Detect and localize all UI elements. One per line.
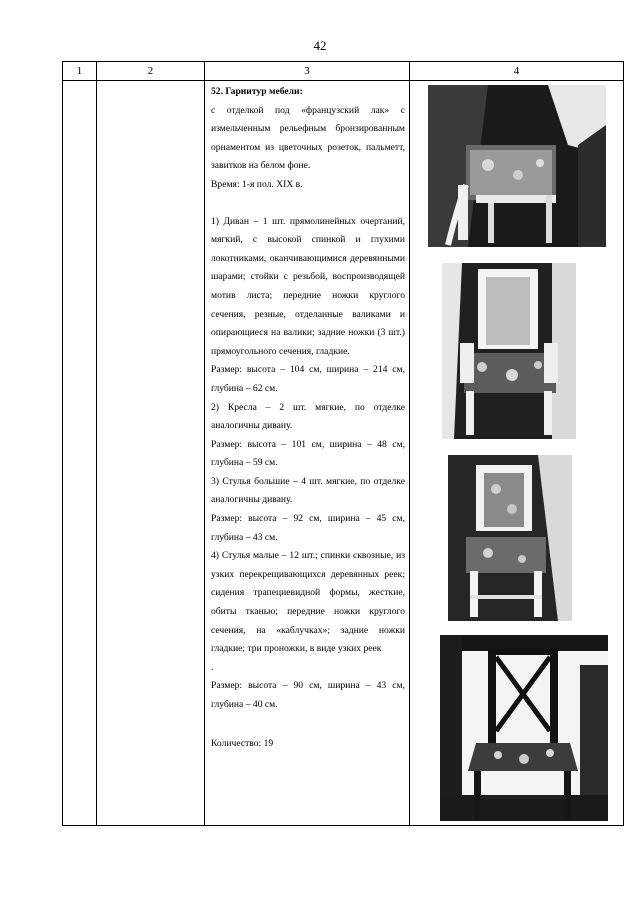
header-row bbox=[63, 62, 624, 81]
cell-number bbox=[63, 81, 97, 826]
page-number: 42 bbox=[313, 38, 327, 53]
spacer bbox=[211, 715, 405, 735]
sofa-description: 1) Диван – 1 шт. прямолинейных очертаний, мягкий, с высокой спинкой и глухими локотниками, оканчивающимися деревянными шарами; стойки с резьбой, воспроизводящей мотив листа; передние ножки круглого сечения, резные, отделанные валиками и опирающиеся на валики; задние ножки (3 шт.) прямоугольного сечения, гладкие. bbox=[211, 215, 405, 357]
cell-photos bbox=[410, 81, 624, 826]
finish-description: с отделкой под «французский лак» с измельченным рельефным бронзированным орнаментом из цветочных розеток, пальметт, завитков на белом фоне. bbox=[211, 104, 405, 172]
sofa-size: Размер: высота – 104 см, ширина – 214 см, глубина – 62 см. bbox=[211, 364, 405, 394]
large-chair-photo bbox=[448, 455, 572, 621]
item-title: 52. Гарнитур мебели: bbox=[211, 86, 303, 97]
large-chairs-description: 3) Стулья большие – 4 шт. мягкие, по отделке аналогичны дивану. bbox=[211, 475, 405, 506]
stray-period: . bbox=[211, 661, 214, 673]
small-chair-photo bbox=[440, 635, 608, 821]
sofa-photo bbox=[428, 85, 606, 247]
column-header-4: 4 bbox=[410, 62, 624, 81]
period-text: Время: 1-я пол. XIX в. bbox=[211, 178, 303, 190]
register-table bbox=[62, 61, 624, 826]
armchairs-description: 2) Кресла – 2 шт. мягкие, по отделке аналогичны дивану. bbox=[211, 401, 405, 432]
armchairs-size: Размер: высота – 101 см, ширина – 48 см, глубина – 59 см. bbox=[211, 438, 405, 469]
large-chairs-size: Размер: высота – 92 см, ширина – 45 см, глубина – 43 см. bbox=[211, 513, 405, 543]
column-header-3: 3 bbox=[205, 62, 410, 81]
quantity-text: Количество: 19 bbox=[211, 737, 274, 749]
small-chairs-description: 4) Стулья малые – 12 шт.; спинки сквозные, из узких перекрещивающихся деревянных реек; сидения трапециевидной формы, жесткие, обиты тканью; передние ножки круглого сечения, на «каблучках»; задние ножки гладкие; три проножки, в виде узких реек bbox=[211, 550, 405, 655]
cell-description bbox=[205, 81, 410, 826]
armchair-photo bbox=[442, 263, 576, 439]
spacer bbox=[211, 195, 405, 213]
item-row bbox=[63, 81, 624, 826]
column-header-2: 2 bbox=[97, 62, 205, 81]
cell-inventory bbox=[97, 81, 205, 826]
column-header-1: 1 bbox=[63, 62, 97, 81]
small-chairs-size: Размер: высота – 90 см, ширина – 43 см, глубина – 40 см. bbox=[211, 680, 405, 710]
